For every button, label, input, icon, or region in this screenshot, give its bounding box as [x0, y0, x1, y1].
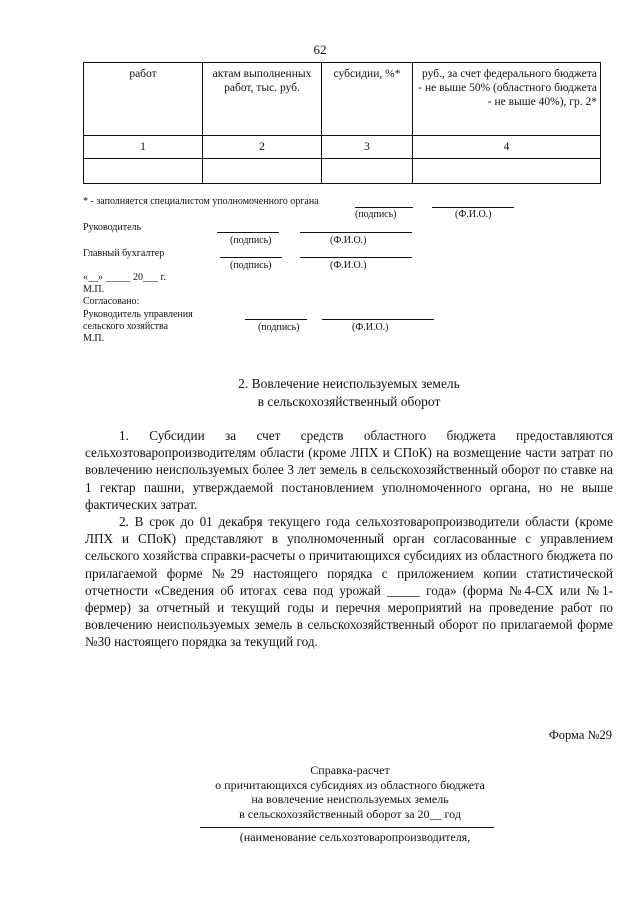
- table-cell: 1: [84, 136, 203, 159]
- signature-line: [220, 257, 282, 258]
- signer-label-department: Руководитель управления: [83, 309, 193, 320]
- footnote: * - заполняется специалистом уполномоченного органа: [83, 196, 319, 207]
- signature-caption: (Ф.И.О.): [330, 235, 367, 246]
- table-header-row: [84, 63, 601, 136]
- approved-label: Согласовано:: [83, 296, 140, 307]
- form-title: Справка-расчет: [310, 763, 390, 777]
- form-name-caption: (наименование сельхозтоваропроизводителя,: [239, 830, 471, 844]
- form-title-block: [120, 763, 580, 821]
- form-number: Форма №29: [548, 728, 612, 742]
- signature-line: [322, 319, 434, 320]
- signer-label-department-2: сельского хозяйства: [83, 321, 169, 332]
- table-header-cell: субсидии, %*: [322, 63, 413, 136]
- form-subtitle: о причитающихся субсидиях из областного бюджета: [215, 777, 485, 792]
- table-header-cell: актам выполненных работ, тыс. руб.: [203, 63, 322, 136]
- signature-caption: (подпись): [230, 260, 272, 271]
- table-cell: 2: [203, 136, 322, 159]
- signature-line: [300, 257, 412, 258]
- signature-caption: (Ф.И.О.): [352, 322, 389, 333]
- stamp-mark: М.П.: [83, 284, 105, 295]
- table-row: [84, 159, 601, 184]
- paragraph: 2. В срок до 01 декабря текущего года сельхозтоваропроизводители области (кроме ЛПХ и СПоК) представляют в уполномоченный орган согласованные с управлением сельского хозяйства справки-расчеты о причитающихся субсидиях из областного бюджета по прилагаемой форме №29 настоящего порядка с приложением копии статистической отчетности «Сведения об итогах сева под урожай _____ года» (форма №4-СХ или №1-фермер) за отчетный и текущий годы и перечня мероприятий на проведение работ по вовлечению неиспользуемых земель в сельскохозяйственный оборот по прилагаемой форме №30 настоящего порядка за текущий год.: [85, 514, 613, 650]
- signer-label-accountant: Главный бухгалтер: [83, 248, 165, 259]
- table-cell: 3: [322, 136, 413, 159]
- signer-label-director: Руководитель: [83, 222, 142, 233]
- section-title-line: 2. Вовлечение неиспользуемых земель: [238, 376, 460, 391]
- signature-caption: (подпись): [258, 322, 300, 333]
- section-title-line: в сельскохозяйственный оборот: [257, 394, 441, 409]
- signature-line: [355, 207, 413, 208]
- table-header-cell: руб., за счет федерального бюджета - не выше 50% (областного бюджета - не выше 40%), гр. 2*: [413, 63, 601, 136]
- signature-caption: (подпись): [230, 235, 272, 246]
- form-name-line: [200, 827, 494, 828]
- form-subtitle: в сельскохозяйственный оборот за 20__ год: [239, 806, 461, 821]
- table-cell: [413, 159, 601, 184]
- signature-caption: (подпись): [355, 209, 397, 220]
- signature-line: [300, 232, 412, 233]
- paragraph: 1. Субсидии за счет средств областного бюджета предоставляются сельхозтоваропроизводителям области (кроме ЛПХ и СПоК) на возмещение части затрат по вовлечению неиспользуемых более 3 лет земель в сельскохозяйственный оборот по ставке на 1 гектар пашни, утверждаемой постановлением уполномоченного органа, но не выше фактических затрат.: [85, 428, 613, 512]
- signature-caption: (Ф.И.О.): [330, 260, 367, 271]
- signature-line: [432, 207, 514, 208]
- table-cell: 4: [413, 136, 601, 159]
- page-number: 62: [313, 42, 327, 57]
- signature-caption: (Ф.И.О.): [455, 209, 492, 220]
- table-cell: [84, 159, 203, 184]
- table-row: [84, 136, 601, 159]
- section-body: [85, 427, 613, 651]
- stamp-mark: М.П.: [83, 333, 105, 344]
- summary-table: [83, 62, 601, 184]
- form-subtitle: на вовлечение неиспользуемых земель: [251, 792, 449, 806]
- table-cell: [203, 159, 322, 184]
- signature-line: [217, 232, 279, 233]
- section-title: [85, 375, 613, 411]
- table-cell: [322, 159, 413, 184]
- date-line: «__» _____ 20___ г.: [83, 272, 166, 283]
- table-header-cell: работ: [84, 63, 203, 136]
- signature-line: [245, 319, 307, 320]
